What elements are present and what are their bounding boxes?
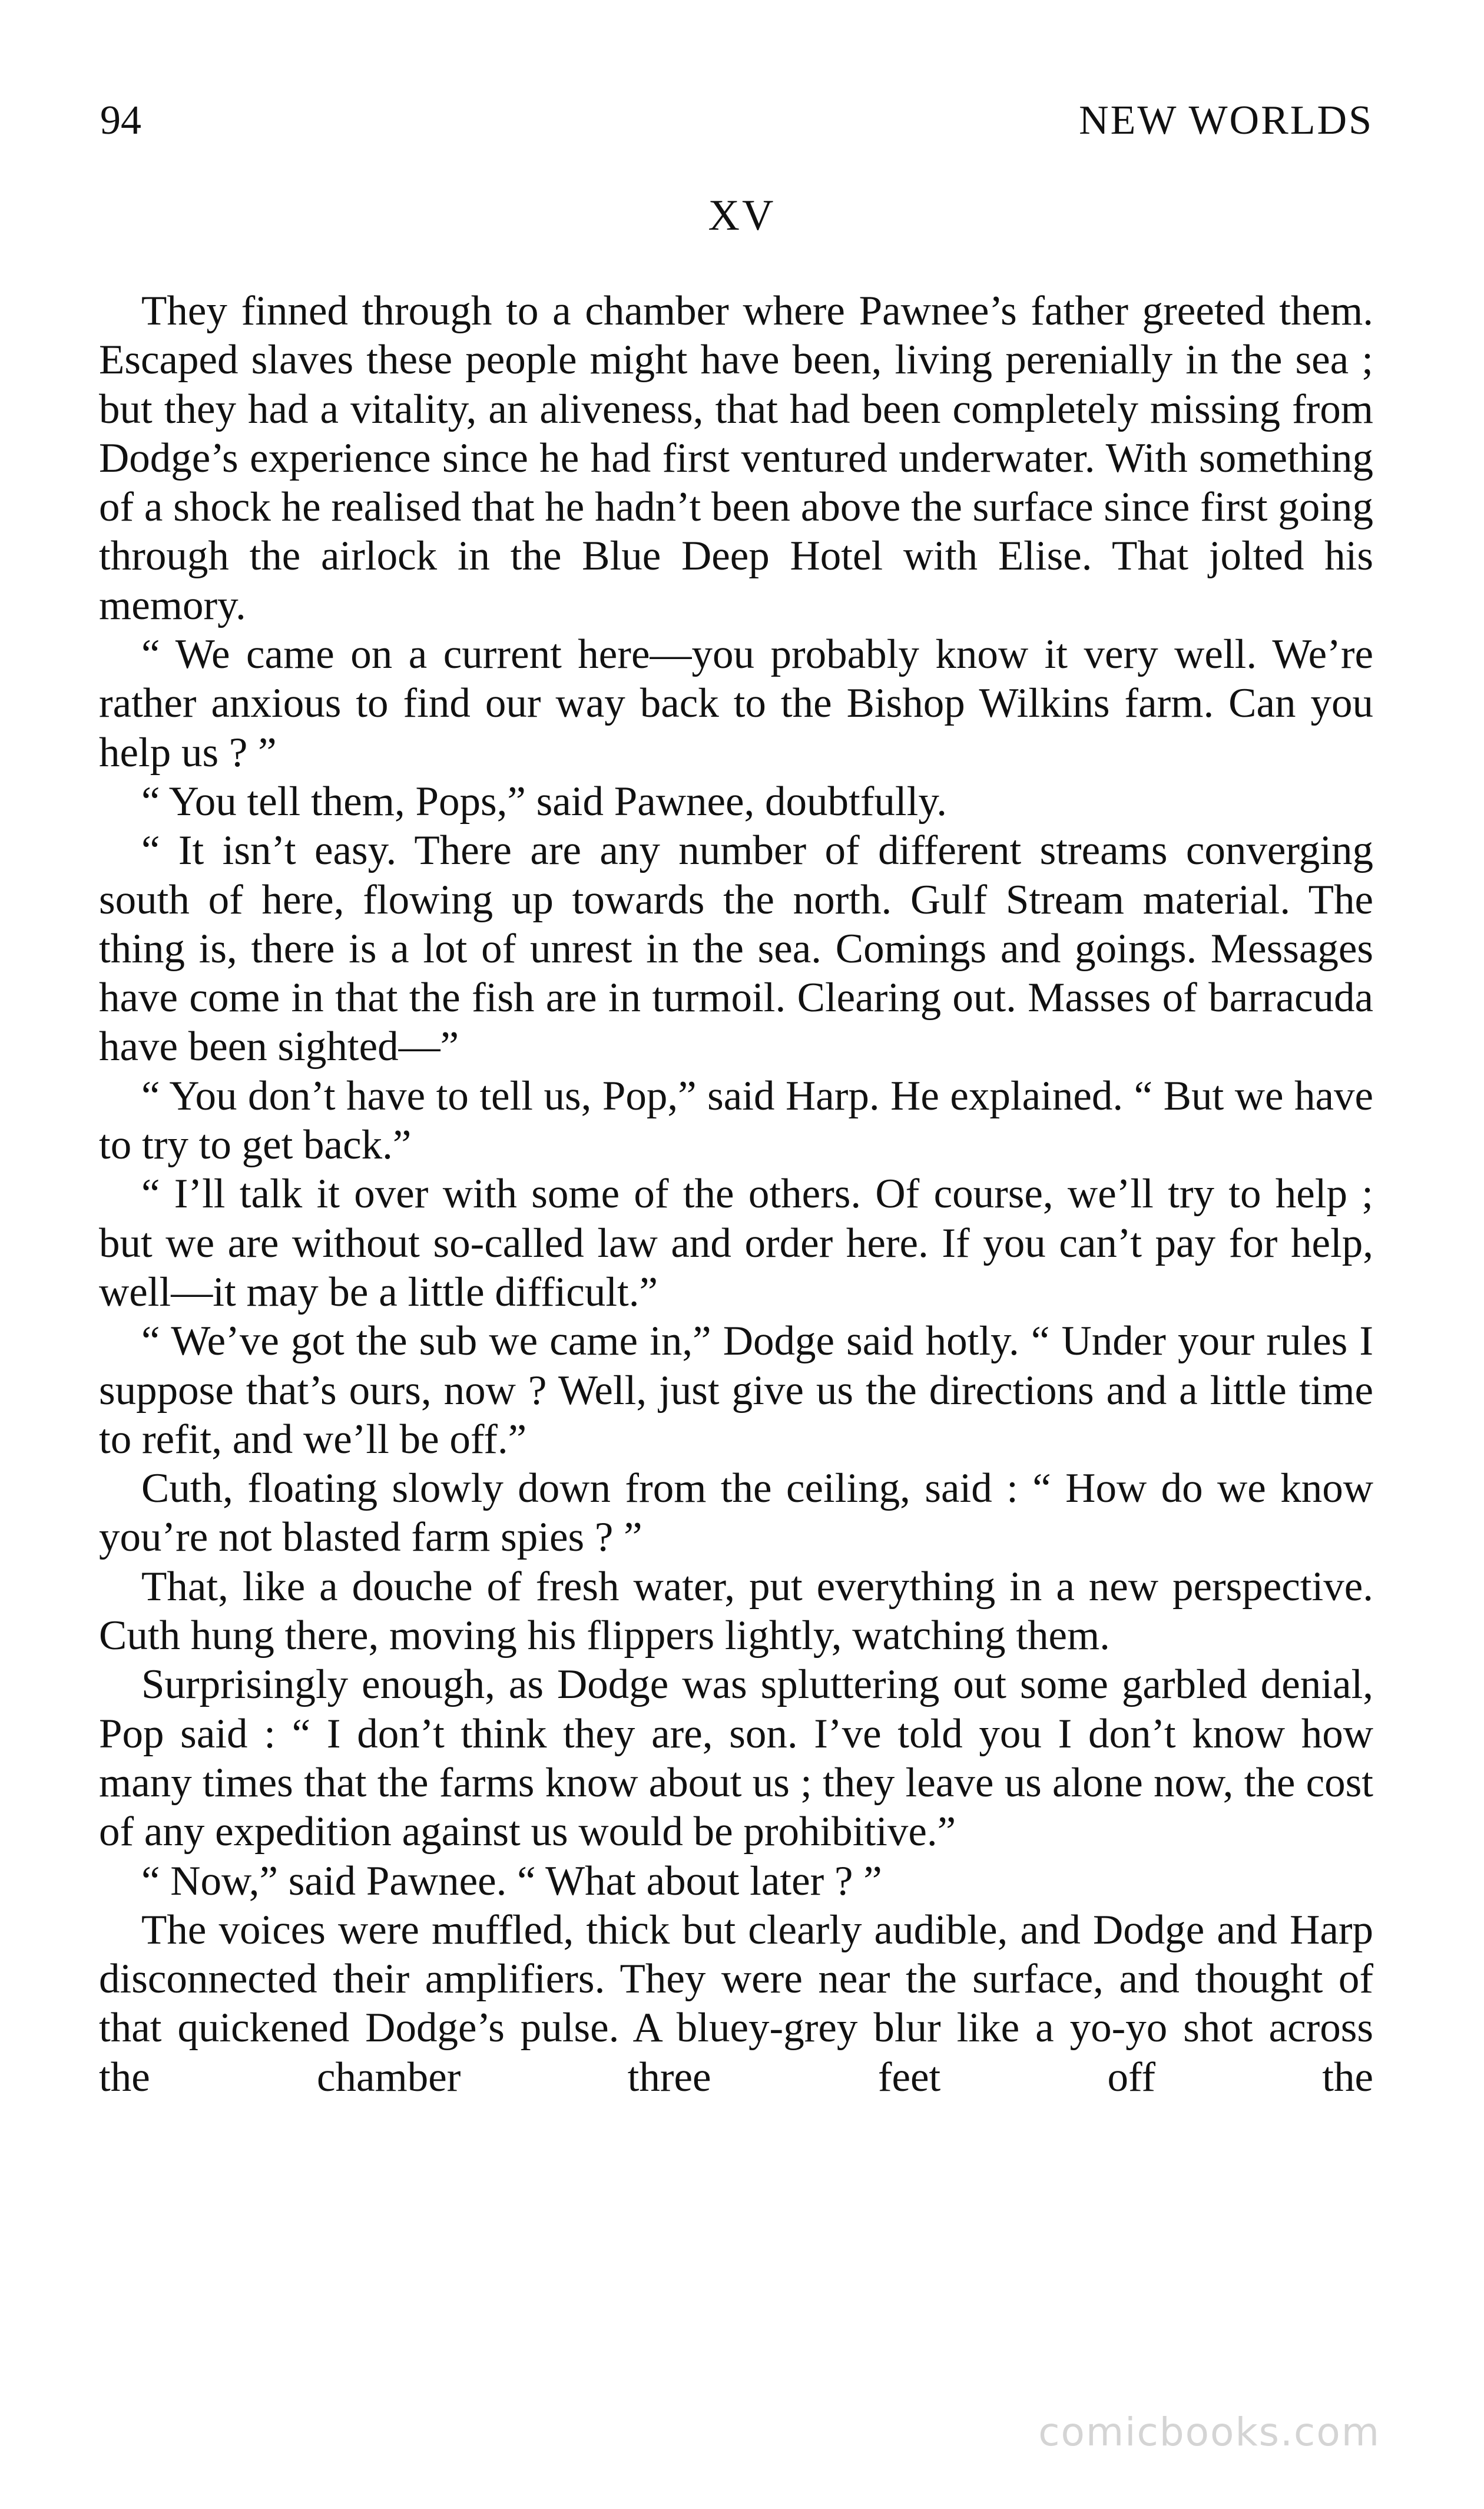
paragraph: “ You tell them, Pops,” said Pawnee, doubtfully. (141, 778, 947, 825)
body-text (99, 287, 1373, 2102)
paragraph: They finned through to a chamber where Pawnee’s father greeted them. Escaped slaves these people might have been, living perenially in the sea ; but they had a vitality, an aliveness, that had been completely missing from Dodge’s experience since he had first ventured underwater. With something of a shock he realised that he hadn’t been above the surface since first going through the airlock in the Blue Deep Hotel with Elise. That jolted his memory. (99, 288, 1373, 628)
paragraph: “ We’ve got the sub we came in,” Dodge said hotly. “ Under your rules I suppose that’s ours, now ? Well, just give us the directions and a little time to refit, and we’ll be off.” (99, 1318, 1373, 1462)
chapter-heading: XV (708, 191, 776, 240)
paragraph: “ Now,” said Pawnee. “ What about later ? ” (141, 1858, 882, 1904)
page-header (100, 88, 1373, 153)
paragraph: “ It isn’t easy. There are any number of different streams converging south of here, flowing up towards the north. Gulf Stream material. The thing is, there is a lot of unrest in the sea. Comings and goings. Messages have come in that the fish are in turmoil. Clearing out. Masses of barracuda have been sighted—” (99, 827, 1373, 1070)
paragraph: Cuth, floating slowly down from the ceiling, said : “ How do we know you’re not blasted farm spies ? ” (99, 1465, 1373, 1561)
paragraph: Surprisingly enough, as Dodge was spluttering out some garbled denial, Pop said : “ I don’t think they are, son. I’ve told you I don’t know how many times that the farms know about us ; they leave us alone now, the cost of any expedition against us would be prohibitive.” (99, 1661, 1373, 1855)
page-number: 94 (100, 98, 141, 143)
paragraph: That, like a douche of fresh water, put everything in a new perspective. Cuth hung there, moving his flippers lightly, watching them. (99, 1563, 1373, 1659)
paragraph: “ I’ll talk it over with some of the others. Of course, we’ll try to help ; but we are without so-called law and order here. If you can’t pay for help, well—it may be a little difficult.” (99, 1171, 1373, 1315)
paragraph: The voices were muffled, thick but clearly audible, and Dodge and Harp disconnected their amplifiers. They were near the surface, and thought of that quickened Dodge’s pulse. A bluey-grey blur like a yo-yo shot across the chamber three feet off the (99, 1906, 1373, 2100)
watermark: comicbooks.com (1038, 2409, 1380, 2455)
paragraph: “ You don’t have to tell us, Pop,” said Harp. He explained. “ But we have to try to get back.” (99, 1073, 1373, 1169)
paragraph: “ We came on a current here—you probably know it very well. We’re rather anxious to find our way back to the Bishop Wilkins farm. Can you help us ? ” (99, 631, 1373, 776)
running-head: NEW WORLDS (1079, 98, 1373, 143)
